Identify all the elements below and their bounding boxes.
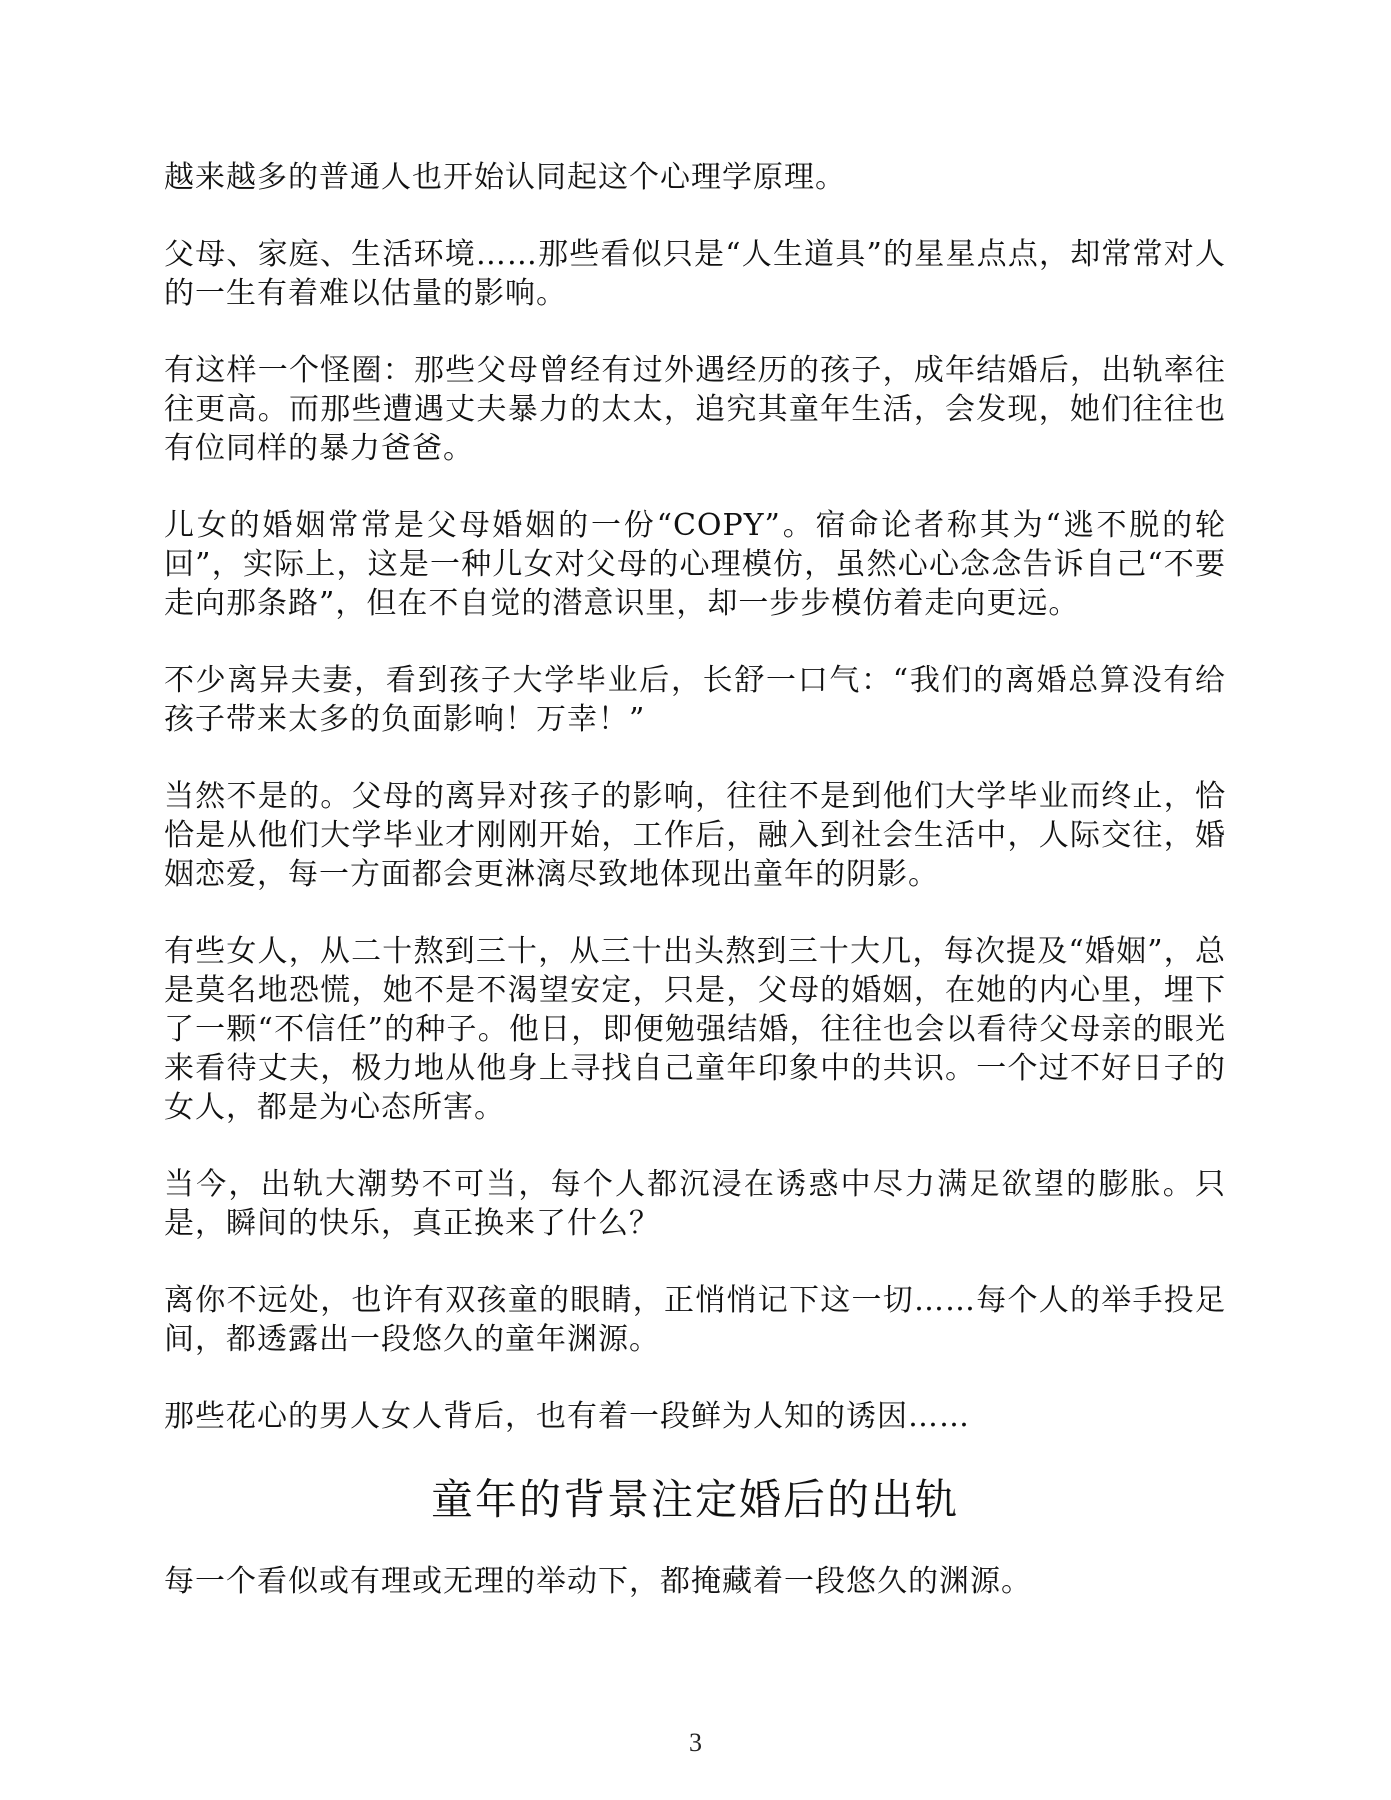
page-body [164,158,1226,1639]
paragraph: 不少离异夫妻，看到孩子大学毕业后，长舒一口气：“我们的离婚总算没有给孩子带来太多的负面影响！万幸！” [164,663,1226,737]
paragraph: 越来越多的普通人也开始认同起这个心理学原理。 [164,160,846,195]
paragraph: 儿女的婚姻常常是父母婚姻的一份“COPY”。宿命论者称其为“逃不脱的轮回”，实际上，这是一种儿女对父母的心理模仿，虽然心心念念告诉自己“不要走向那条路”，但在不自觉的潜意识里，却一步步模仿着走向更远。 [164,508,1226,621]
paragraph: 有这样一个怪圈：那些父母曾经有过外遇经历的孩子，成年结婚后，出轨率往往更高。而那些遭遇丈夫暴力的太太，追究其童年生活，会发现，她们往往也有位同样的暴力爸爸。 [164,353,1226,466]
paragraph: 有些女人，从二十熬到三十，从三十出头熬到三十大几，每次提及“婚姻”，总是莫名地恐慌，她不是不渴望安定，只是，父母的婚姻，在她的内心里，埋下了一颗“不信任”的种子。他日，即便勉强结婚，往往也会以看待父母亲的眼光来看待丈夫，极力地从他身上寻找自己童年印象中的共识。一个过不好日子的女人，都是为心态所害。 [164,934,1226,1125]
paragraph: 父母、家庭、生活环境……那些看似只是“人生道具”的星星点点，却常常对人的一生有着难以估量的影响。 [164,237,1226,311]
section-heading: 童年的背景注定婚后的出轨 [430,1475,959,1524]
page-number: 3 [689,1728,702,1757]
paragraph: 那些花心的男人女人背后，也有着一段鲜为人知的诱因…… [164,1399,970,1434]
paragraph: 每一个看似或有理或无理的举动下，都掩藏着一段悠久的渊源。 [164,1564,1032,1599]
paragraph: 离你不远处，也许有双孩童的眼睛，正悄悄记下这一切……每个人的举手投足间，都透露出一段悠久的童年渊源。 [164,1283,1226,1357]
paragraph: 当然不是的。父母的离异对孩子的影响，往往不是到他们大学毕业而终止，恰恰是从他们大学毕业才刚刚开始，工作后，融入到社会生活中，人际交往，婚姻恋爱，每一方面都会更淋漓尽致地体现出童年的阴影。 [164,779,1226,892]
paragraph: 当今，出轨大潮势不可当，每个人都沉浸在诱惑中尽力满足欲望的膨胀。只是，瞬间的快乐，真正换来了什么？ [164,1167,1226,1241]
